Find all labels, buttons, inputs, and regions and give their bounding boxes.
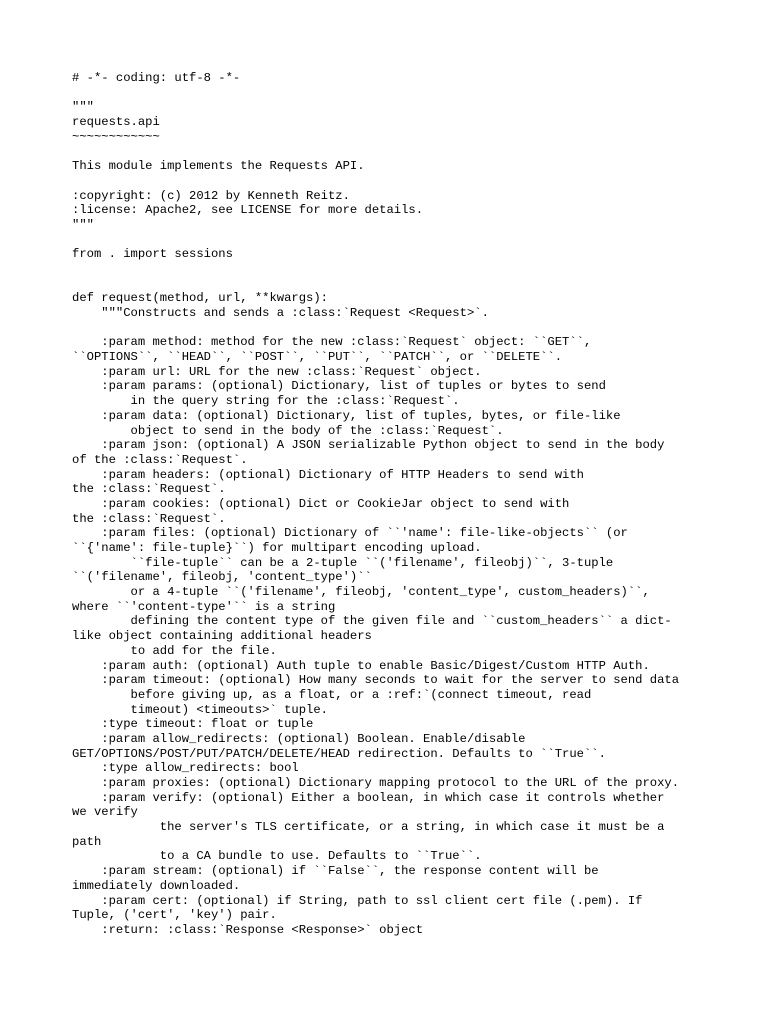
code-line: like object containing additional headers bbox=[72, 629, 372, 644]
code-line: :param params: (optional) Dictionary, list of tuples or bytes to send bbox=[72, 379, 606, 394]
code-line: before giving up, as a float, or a :ref:`(connect timeout, read bbox=[72, 687, 592, 702]
code-line: :param url: URL for the new :class:`Request` object. bbox=[72, 364, 482, 379]
code-line: :copyright: (c) 2012 by Kenneth Reitz. bbox=[72, 188, 350, 203]
code-line: :license: Apache2, see LICENSE for more details. bbox=[72, 203, 424, 218]
document-page bbox=[72, 71, 752, 938]
code-line: ~~~~~~~~~~~~ bbox=[72, 129, 160, 144]
code-line: requests.api bbox=[72, 115, 160, 130]
code-line: the :class:`Request`. bbox=[72, 511, 226, 526]
code-line: the server's TLS certificate, or a string, in which case it must be a bbox=[72, 820, 665, 835]
code-line: in the query string for the :class:`Request`. bbox=[72, 394, 460, 409]
code-line: of the :class:`Request`. bbox=[72, 452, 248, 467]
code-line: :param stream: (optional) if ``False``, the response content will be bbox=[72, 864, 599, 879]
code-line: """Constructs and sends a :class:`Request <Request>`. bbox=[72, 306, 489, 320]
code-line bbox=[72, 233, 752, 248]
code-line: where ``'content-type'`` is a string bbox=[72, 599, 336, 614]
code-line: :type timeout: float or tuple bbox=[72, 717, 314, 732]
code-line: timeout) <timeouts>` tuple. bbox=[72, 702, 328, 717]
code-line: """ bbox=[72, 100, 94, 115]
code-line: to add for the file. bbox=[72, 643, 277, 658]
code-line bbox=[72, 262, 752, 277]
code-line: ``OPTIONS``, ``HEAD``, ``POST``, ``PUT``, ``PATCH``, or ``DELETE``. bbox=[72, 350, 563, 365]
code-line: :param files: (optional) Dictionary of ``'name': file-like-objects`` (or bbox=[72, 526, 628, 541]
code-line: :param timeout: (optional) How many seconds to wait for the server to send data bbox=[72, 673, 680, 688]
code-line: defining the content type of the given file and ``custom_headers`` a dict- bbox=[72, 614, 672, 629]
code-line: object to send in the body of the :class:`Request`. bbox=[72, 423, 504, 438]
code-line: :param json: (optional) A JSON serializable Python object to send in the body bbox=[72, 438, 665, 453]
code-line: :type allow_redirects: bool bbox=[72, 761, 299, 776]
code-line: GET/OPTIONS/POST/PUT/PATCH/DELETE/HEAD redirection. Defaults to ``True``. bbox=[72, 746, 606, 761]
code-line: def request(method, url, **kwargs): bbox=[72, 291, 328, 306]
code-line: ``{'name': file-tuple}``) for multipart encoding upload. bbox=[72, 541, 482, 555]
code-line: to a CA bundle to use. Defaults to ``True``. bbox=[72, 849, 482, 864]
code-line: :param cookies: (optional) Dict or CookieJar object to send with bbox=[72, 496, 570, 511]
code-line bbox=[72, 321, 752, 336]
code-line: :param cert: (optional) if String, path to ssl client cert file (.pem). If bbox=[72, 893, 643, 908]
code-line: or a 4-tuple ``('filename', fileobj, 'content_type', custom_headers)``, bbox=[72, 585, 650, 600]
code-line bbox=[72, 144, 752, 159]
code-line: ``file-tuple`` can be a 2-tuple ``('filename', fileobj)``, 3-tuple bbox=[72, 555, 614, 570]
code-line: the :class:`Request`. bbox=[72, 482, 226, 497]
code-line bbox=[72, 174, 752, 189]
code-line: :param auth: (optional) Auth tuple to enable Basic/Digest/Custom HTTP Auth. bbox=[72, 658, 650, 673]
code-line: Tuple, ('cert', 'key') pair. bbox=[72, 908, 277, 923]
code-line: :param allow_redirects: (optional) Boolean. Enable/disable bbox=[72, 731, 526, 746]
code-line: path bbox=[72, 834, 102, 849]
code-line bbox=[72, 277, 752, 292]
code-line: :param verify: (optional) Either a boolean, in which case it controls whether bbox=[72, 790, 665, 805]
code-line: immediately downloaded. bbox=[72, 878, 241, 893]
code-line bbox=[72, 86, 752, 101]
code-line: :param data: (optional) Dictionary, list of tuples, bytes, or file-like bbox=[72, 408, 621, 423]
code-line: """ bbox=[72, 217, 94, 232]
code-line: we verify bbox=[72, 805, 138, 820]
code-line: :param headers: (optional) Dictionary of HTTP Headers to send with bbox=[72, 467, 584, 482]
code-line: :return: :class:`Response <Response>` object bbox=[72, 922, 424, 937]
code-line: :param method: method for the new :class:`Request` object: ``GET``, bbox=[72, 335, 592, 350]
code-line: from . import sessions bbox=[72, 247, 233, 262]
code-line: :param proxies: (optional) Dictionary mapping protocol to the URL of the proxy. bbox=[72, 776, 680, 790]
code-line: ``('filename', fileobj, 'content_type')`` bbox=[72, 570, 372, 585]
code-line: # -*- coding: utf-8 -*- bbox=[72, 71, 241, 85]
code-line: This module implements the Requests API. bbox=[72, 159, 365, 174]
